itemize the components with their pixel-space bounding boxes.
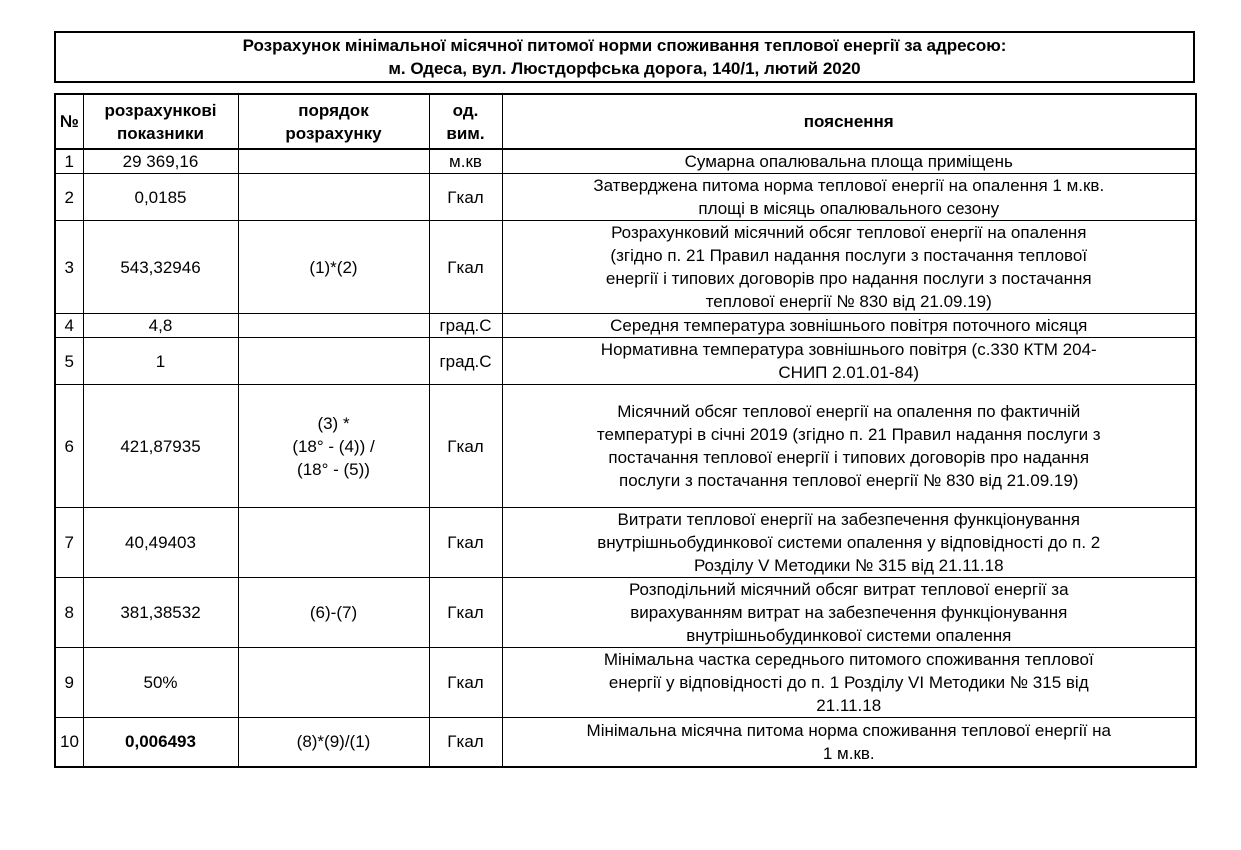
order-line: (6)-(7) [309,603,358,622]
header-value-line2: показники [117,123,204,143]
table-row [55,648,1196,718]
row-calculation-order [238,385,429,508]
table-row [55,338,1196,385]
explanation-line: площі в місяць опалювального сезону [698,199,1000,218]
explanation-line: Витрати теплової енергії на забезпечення функціонування [617,510,1080,529]
row-number: 4 [55,314,83,338]
order-line: (3) * [317,413,350,433]
row-value: 29 369,16 [83,149,238,174]
row-value: 0,0185 [83,174,238,221]
row-calculation-order [238,578,429,648]
row-explanation [502,338,1196,385]
row-number: 8 [55,578,83,648]
table-row [55,508,1196,578]
row-calculation-order [238,718,429,767]
row-unit: Гкал [429,718,502,767]
explanation-line: Мінімальна частка середнього питомого споживання теплової [603,650,1094,669]
row-unit: град.С [429,314,502,338]
row-value: 40,49403 [83,508,238,578]
explanation-line: Розподільний місячний обсяг витрат теплової енергії за [628,580,1069,599]
row-number: 1 [55,149,83,174]
header-unit-line2: вим. [446,123,485,143]
explanation-line: СНИП 2.01.01-84) [778,363,920,382]
table-row [55,578,1196,648]
row-unit: м.кв [429,149,502,174]
header-value [83,94,238,149]
explanation-line: енергії і типових договорів про надання послуги з постачання [605,269,1092,288]
header-order-line2: розрахунку [285,123,382,143]
row-value: 50% [83,648,238,718]
row-calculation-order [238,221,429,314]
explanation-line: внутрішньобудинкової системи опалення [686,626,1012,645]
row-calculation-order [238,338,429,385]
explanation-line: послуги з постачання теплової енергії № 830 від 21.09.19) [619,471,1079,490]
row-explanation [502,314,1196,338]
row-number: 9 [55,648,83,718]
row-value: 0,006493 [83,718,238,767]
explanation-line: температурі в січні 2019 (згідно п. 21 Правил надання послуги з [596,425,1101,444]
row-explanation [502,718,1196,767]
order-line: (1)*(2) [309,257,358,277]
explanation-line: Мінімальна місячна питома норма споживання теплової енергії на [586,720,1111,740]
document-title [54,31,1195,83]
explanation-line: Розділу V Методики № 315 від 21.11.18 [693,556,1004,575]
row-calculation-order [238,648,429,718]
row-unit: Гкал [429,508,502,578]
row-unit: Гкал [429,385,502,508]
row-calculation-order [238,149,429,174]
row-value: 421,87935 [83,385,238,508]
explanation-line: вирахуванням витрат на забезпечення функціонування [630,603,1068,622]
row-number: 5 [55,338,83,385]
explanation-line: 1 м.кв. [822,743,875,763]
row-unit: Гкал [429,578,502,648]
row-unit: Гкал [429,174,502,221]
table-row [55,149,1196,174]
row-value: 4,8 [83,314,238,338]
table-row [55,385,1196,508]
explanation-line: (згідно п. 21 Правил надання послуги з постачання теплової [610,246,1088,265]
table-row [55,174,1196,221]
header-unit-line1: од. [452,100,479,120]
title-line-2: м. Одеса, вул. Люстдорфська дорога, 140/1, лютий 2020 [388,59,861,78]
row-number: 2 [55,174,83,221]
row-value: 543,32946 [83,221,238,314]
header-unit [429,94,502,149]
order-line: (18° - (5)) [297,459,370,479]
row-calculation-order [238,508,429,578]
table-row [55,221,1196,314]
table-row [55,314,1196,338]
row-calculation-order [238,174,429,221]
header-order-line1: порядок [298,100,369,120]
explanation-line: Нормативна температура зовнішнього повітря (с.330 КТМ 204- [600,340,1097,359]
order-line: (18° - (4)) / [292,436,375,456]
explanation-line: Розрахунковий місячний обсяг теплової енергії на опалення [611,223,1087,242]
explanation-line: внутрішньобудинкової системи опалення у відповідності до п. 2 [597,533,1101,552]
explanation-line: постачання теплової енергії і типових договорів про надання [608,448,1090,467]
header-number: № [55,94,83,149]
table-header-row [55,94,1196,149]
title-line-1: Розрахунок мінімальної місячної питомої норми споживання теплової енергії за адресою: [242,36,1007,55]
header-value-line1: розрахункові [104,100,217,120]
explanation-line: 21.11.18 [816,696,882,715]
explanation-line: теплової енергії № 830 від 21.09.19) [705,292,992,311]
row-explanation [502,648,1196,718]
row-value: 1 [83,338,238,385]
row-number: 7 [55,508,83,578]
explanation-line: Середня температура зовнішнього повітря поточного місяця [610,316,1088,335]
explanation-line: Затверджена питома норма теплової енергії на опалення 1 м.кв. [593,176,1105,195]
calculation-table [54,93,1197,768]
row-explanation [502,149,1196,174]
table-row [55,718,1196,767]
row-unit: Гкал [429,648,502,718]
row-number: 10 [55,718,83,767]
row-explanation [502,385,1196,508]
row-unit: Гкал [429,221,502,314]
explanation-line: Місячний обсяг теплової енергії на опалення по фактичній [617,402,1081,421]
row-unit: град.С [429,338,502,385]
explanation-line: енергії у відповідності до п. 1 Розділу VI Методики № 315 від [608,673,1089,692]
explanation-line: Сумарна опалювальна площа приміщень [684,152,1013,171]
row-value: 381,38532 [83,578,238,648]
row-calculation-order [238,314,429,338]
order-line: (8)*(9)/(1) [296,732,371,752]
row-number: 3 [55,221,83,314]
header-order [238,94,429,149]
header-explanation: пояснення [502,94,1196,149]
row-explanation [502,221,1196,314]
row-explanation [502,578,1196,648]
table-body [55,149,1196,767]
row-explanation [502,508,1196,578]
row-explanation [502,174,1196,221]
row-number: 6 [55,385,83,508]
